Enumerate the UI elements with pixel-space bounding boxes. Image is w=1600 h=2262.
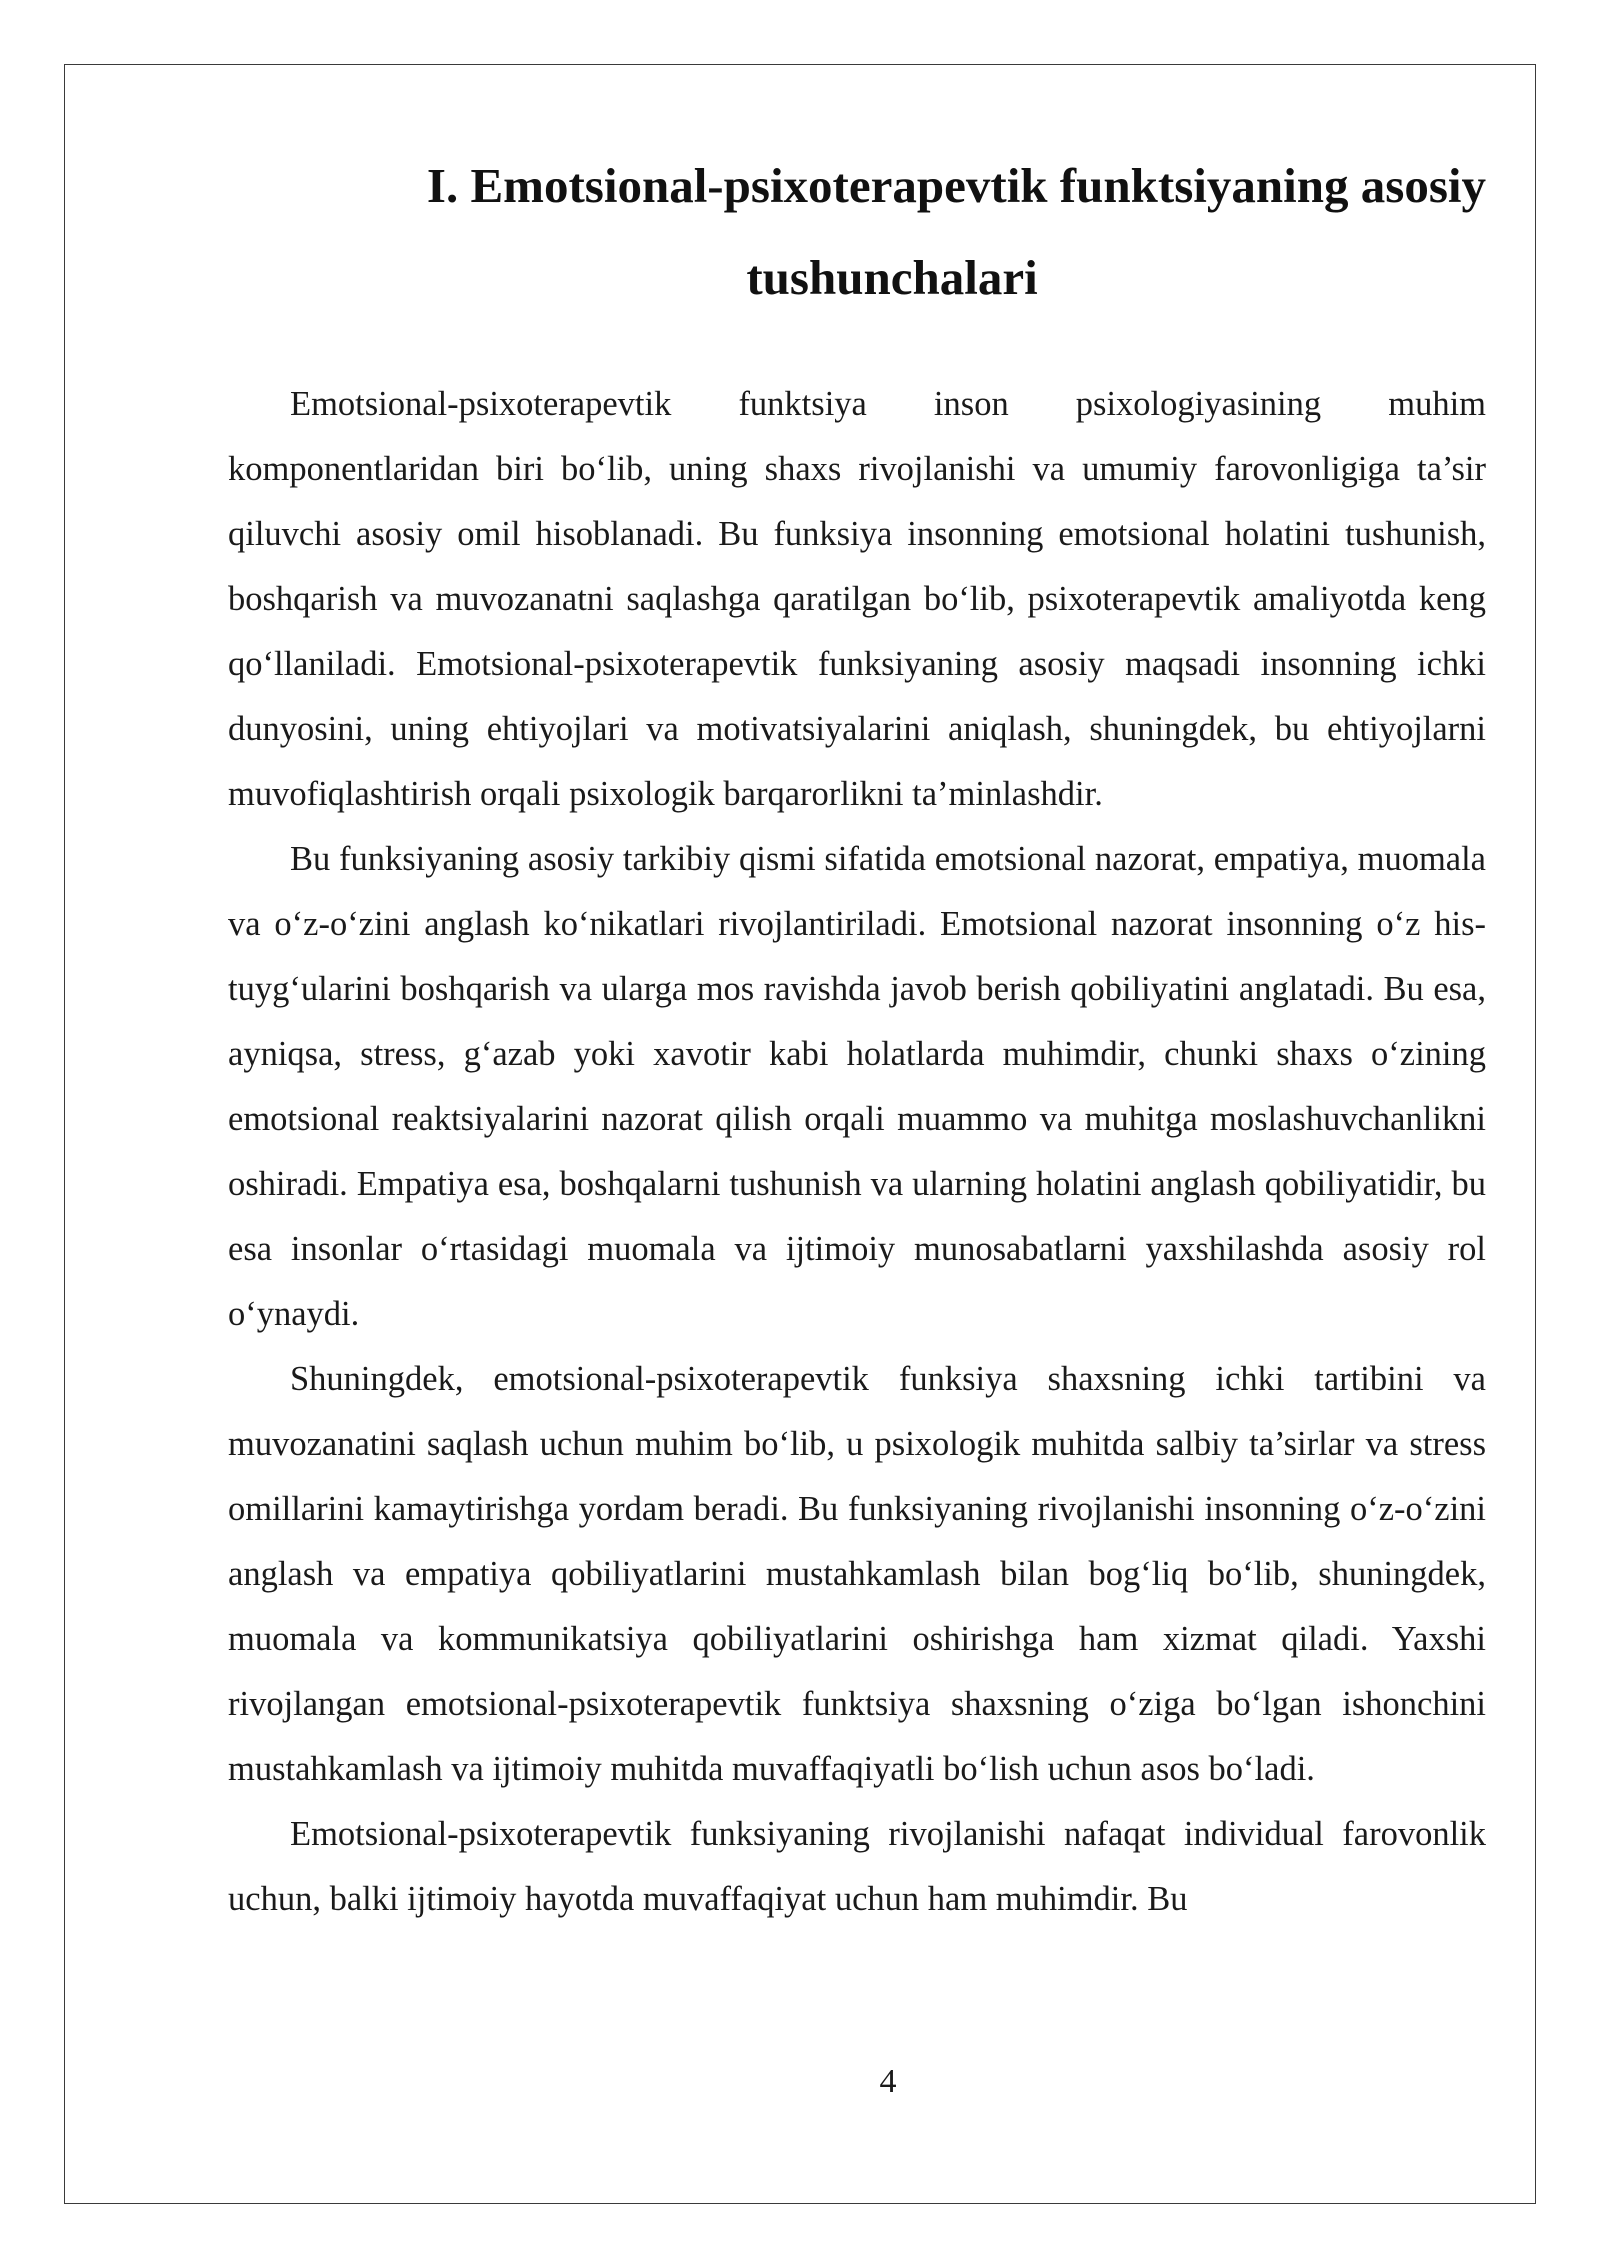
body-text <box>228 372 1486 1932</box>
section-title <box>228 140 1486 324</box>
paragraph-4: Emotsional-psixoterapevtik funksiyaning rivojlanishi nafaqat individual farovonlik uchun, balki ijtimoiy hayotda muvaffaqiyat uchun ham muhimdir. Bu <box>228 1815 1486 1918</box>
section-title-line-1: I. Emotsional-psixoterapevtik funktsiyaning asosiy <box>426 158 1486 213</box>
section-title-line-2: tushunchalari <box>746 250 1038 305</box>
page-content <box>228 140 1486 1932</box>
paragraph-2: Bu funksiyaning asosiy tarkibiy qismi sifatida emotsional nazorat, empatiya, muomala va o‘z-o‘zini anglash ko‘nikatlari rivojlantiriladi. Emotsional nazorat insonning o‘z his-tuyg‘ularini boshqarish va ularga mos ravishda javob berish qobiliyatini anglatadi. Bu esa, ayniqsa, stress, g‘azab yoki xavotir kabi holatlarda muhimdir, chunki shaxs o‘zining emotsional reaktsiyalarini nazorat qilish orqali muammo va muhitga moslashuvchanlikni oshiradi. Empatiya esa, boshqalarni tushunish va ularning holatini anglash qobiliyatidir, bu esa insonlar o‘rtasidagi muomala va ijtimoiy munosabatlarni yaxshilashda asosiy rol o‘ynaydi. <box>228 840 1486 1333</box>
paragraph-1: Emotsional-psixoterapevtik funktsiya inson psixologiyasining muhim komponentlaridan biri bo‘lib, uning shaxs rivojlanishi va umumiy farovonligiga ta’sir qiluvchi asosiy omil hisoblanadi. Bu funksiya insonning emotsional holatini tushunish, boshqarish va muvozanatni saqlashga qaratilgan bo‘lib, psixoterapevtik amaliyotda keng qo‘llaniladi. Emotsional-psixoterapevtik funksiyaning asosiy maqsadi insonning ichki dunyosini, uning ehtiyojlari va motivatsiyalarini aniqlash, shuningdek, bu ehtiyojlarni muvofiqlashtirish orqali psixologik barqarorlikni ta’minlashdir. <box>228 385 1486 813</box>
paragraph-3: Shuningdek, emotsional-psixoterapevtik funksiya shaxsning ichki tartibini va muvozanatini saqlash uchun muhim bo‘lib, u psixologik muhitda salbiy ta’sirlar va stress omillarini kamaytirishga yordam beradi. Bu funksiyaning rivojlanishi insonning o‘z-o‘zini anglash va empatiya qobiliyatlarini mustahkamlash bilan bog‘liq bo‘lib, shuningdek, muomala va kommunikatsiya qobiliyatlarini oshirishga ham xizmat qiladi. Yaxshi rivojlangan emotsional-psixoterapevtik funktsiya shaxsning o‘ziga bo‘lgan ishonchini mustahkamlash va ijtimoiy muhitda muvaffaqiyatli bo‘lish uchun asos bo‘ladi. <box>228 1360 1486 1788</box>
page-number: 4 <box>879 2063 897 2100</box>
